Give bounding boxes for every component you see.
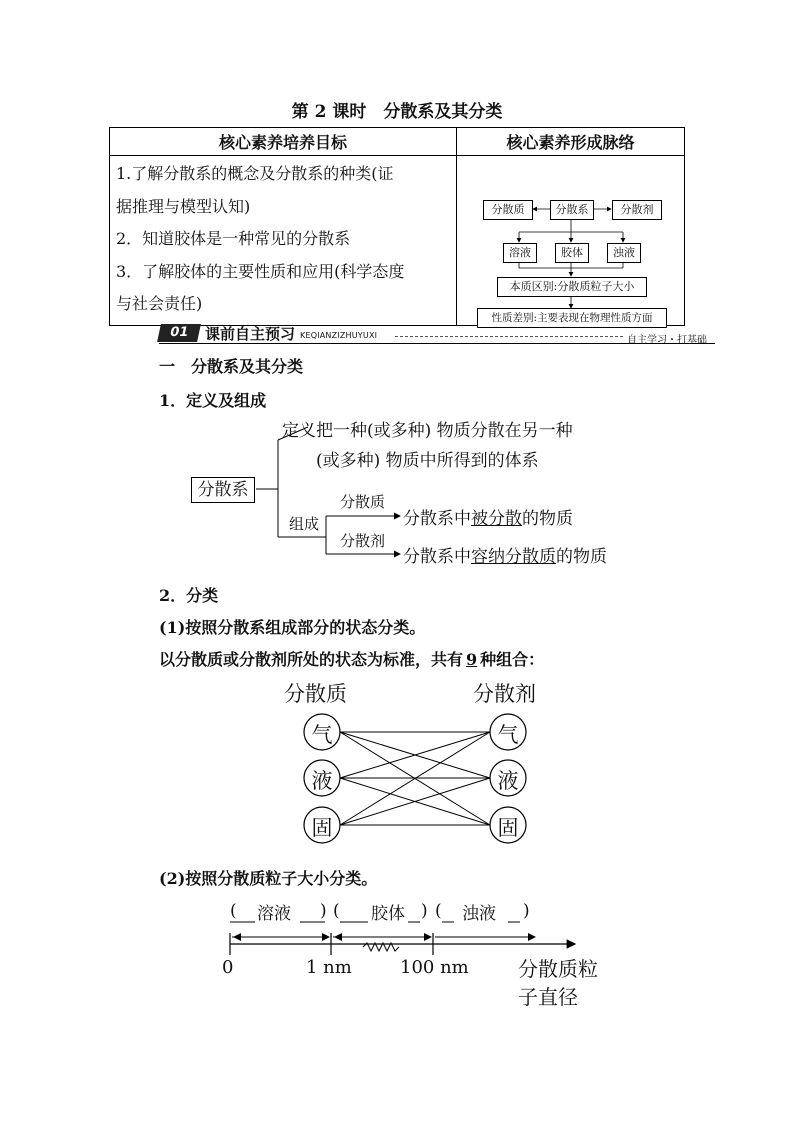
scale-category-colloid: 胶体 (371, 904, 405, 924)
classification-1-text (159, 647, 544, 670)
goals-left-header: 核心素养培养目标 (110, 128, 457, 156)
goal-item: 3．了解胶体的主要性质和应用(科学态度 (116, 261, 405, 281)
solute-description (403, 504, 573, 529)
solute-desc-key: 被分散 (471, 509, 522, 529)
section-banner (159, 322, 715, 344)
definition-label: 定义 (282, 421, 316, 441)
matrix-right-title: 分散剂 (473, 682, 536, 706)
banner-pinyin: KEQIANZIZHUYUXI (300, 331, 378, 340)
definition-diagram (190, 412, 650, 572)
banner-underline (159, 343, 715, 344)
right-state-solid: 固 (497, 816, 519, 840)
definition-line-1: 把一种(或多种) 物质分散在另一种 (316, 421, 573, 441)
solvent-desc-key: 容纳分散质 (471, 547, 556, 567)
flow-node-property: 性质差别:主要表现在物理性质方面 (477, 308, 667, 328)
section-heading: 一 分散系及其分类 (159, 357, 304, 376)
page-title: 第 2 课时 分散系及其分类 (291, 102, 503, 122)
flow-node-solution: 溶液 (503, 243, 537, 263)
scale-paren-close-3: ) (523, 901, 530, 921)
scale-paren-open-3: ( (435, 901, 442, 921)
combo-text-suffix: 种组合： (480, 650, 545, 669)
flow-node-solvent: 分散剂 (612, 200, 662, 220)
solvent-label: 分散剂 (340, 532, 386, 550)
scale-paren-open-2: ( (333, 901, 340, 921)
flow-node-dispersion: 分散系 (550, 200, 594, 220)
scale-tick-0: 0 (222, 957, 234, 978)
goals-list (110, 156, 456, 325)
scale-axis-label-2: 子直径 (518, 985, 578, 1009)
banner-dashed-line (395, 336, 623, 337)
state-matrix (278, 676, 558, 848)
left-state-liquid: 液 (311, 769, 333, 793)
banner-title: 课前自主预习 (205, 325, 296, 343)
matrix-left-title: 分散质 (284, 682, 347, 706)
scale-category-solution: 溶液 (257, 904, 291, 924)
flow-node-suspension: 浊液 (607, 243, 641, 263)
solvent-desc-prefix: 分散系中 (403, 547, 471, 567)
right-state-gas: 气 (497, 723, 519, 747)
goal-item: 2．知道胶体是一种常见的分散系 (116, 229, 351, 248)
classification-1-title: (1)按照分散系组成部分的状态分类。 (159, 618, 426, 637)
particle-size-scale (220, 895, 620, 1010)
combo-count: 9 (466, 650, 478, 669)
flow-node-essence: 本质区别:分散质粒子大小 (497, 277, 647, 297)
goal-item: 1.了解分散系的概念及分散系的种类(证 (116, 164, 394, 183)
flow-node-colloid: 胶体 (555, 243, 589, 263)
goals-right-header: 核心素养形成脉络 (457, 128, 685, 156)
solute-label: 分散质 (340, 493, 386, 511)
solute-desc-prefix: 分散系中 (403, 509, 471, 529)
combo-text-prefix: 以分散质或分散剂所处的状态为标准，共有 (159, 650, 464, 669)
flow-diagram (457, 156, 684, 324)
composition-label: 组成 (289, 515, 320, 533)
solute-desc-suffix: 的物质 (522, 509, 573, 529)
right-state-liquid: 液 (497, 769, 519, 793)
scale-axis-label-1: 分散质粒 (518, 957, 598, 981)
scale-paren-close-1: ) (320, 901, 327, 921)
subsection-classification: 2．分类 (159, 586, 219, 605)
goal-item: 据推理与模型认知) (116, 196, 251, 216)
left-state-gas: 气 (311, 723, 333, 747)
subsection-definition: 1．定义及组成 (159, 391, 267, 410)
scale-paren-open-1: ( (230, 901, 237, 921)
scale-category-suspension: 浊液 (462, 904, 496, 924)
goal-item: 与社会责任) (116, 294, 203, 313)
left-state-solid: 固 (311, 816, 333, 840)
flow-node-solute: 分散质 (483, 200, 533, 220)
banner-right-text: 自主学习・打基础 (627, 335, 707, 346)
scale-tick-100nm: 100 nm (400, 957, 469, 978)
solvent-desc-suffix: 的物质 (556, 547, 607, 567)
scale-tick-1nm: 1 nm (306, 957, 352, 978)
scale-paren-close-2: ) (421, 901, 428, 921)
root-dispersion-box: 分散系 (191, 477, 255, 503)
definition-line-2: (或多种) 物质中所得到的体系 (316, 451, 539, 471)
banner-badge: 01 (157, 324, 201, 342)
solvent-description (403, 542, 607, 567)
goals-table (109, 127, 685, 326)
classification-2-title: (2)按照分散质粒子大小分类。 (159, 869, 378, 888)
